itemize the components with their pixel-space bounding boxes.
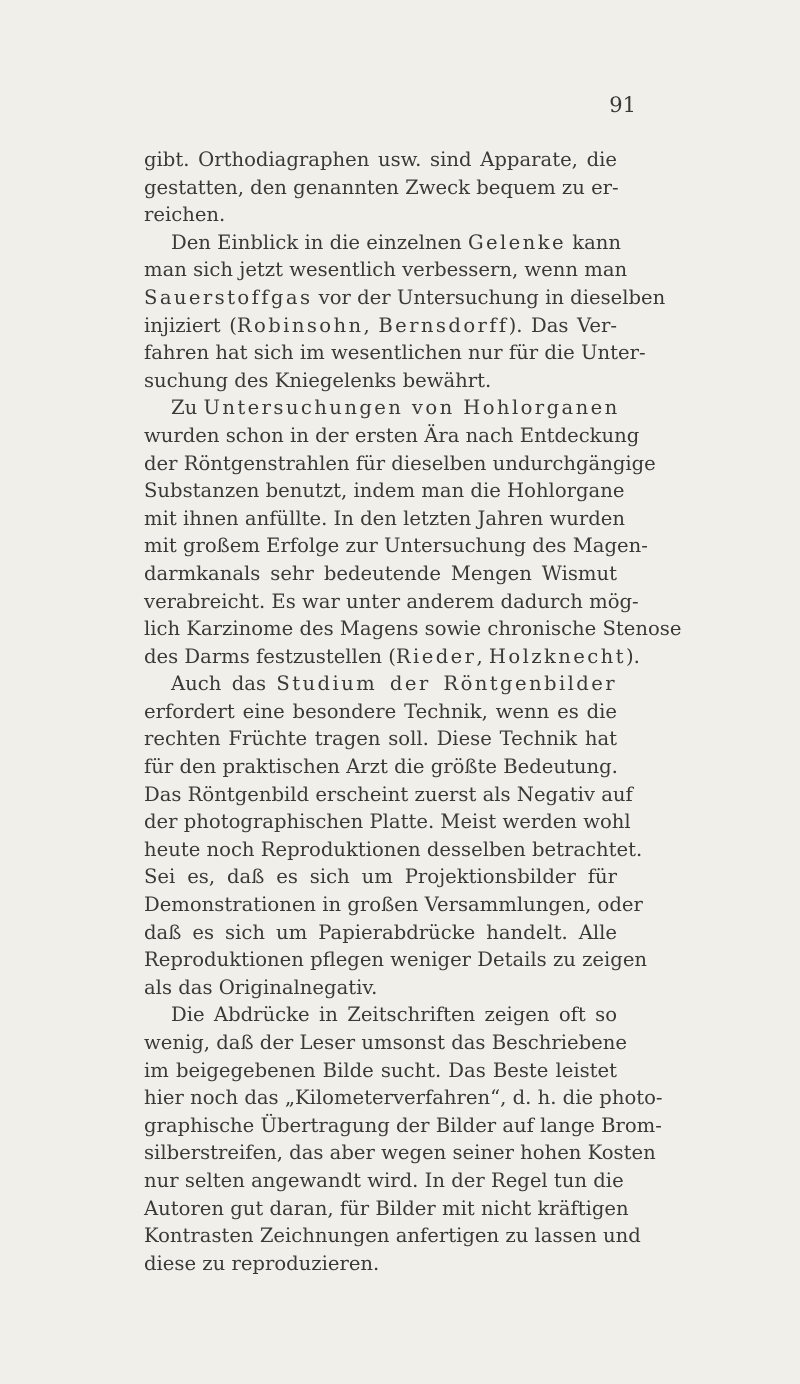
text-run: der Röntgenstrahlen für dieselben undurchgängige	[144, 451, 656, 475]
text-line	[144, 1001, 617, 1029]
text-line	[144, 1250, 617, 1278]
text-line	[144, 201, 617, 229]
body-text	[144, 146, 682, 1277]
text-run: wenig, daß der Leser umsonst das Beschriebene	[144, 1031, 627, 1054]
text-run: silberstreifen, das aber wegen seiner hohen Kosten	[144, 1141, 656, 1165]
text-line	[144, 174, 617, 202]
text-run: reichen.	[144, 203, 226, 227]
text-line	[144, 450, 656, 478]
text-run: injiziert (	[144, 313, 237, 337]
text-line	[144, 1029, 627, 1057]
emphasized-text: Bernsdorff	[378, 313, 509, 337]
text-run: Demonstrationen in großen Versammlungen, oder	[144, 893, 643, 917]
emphasized-text: Holzknecht	[488, 644, 626, 668]
text-line	[144, 781, 633, 809]
text-run: Kontrasten Zeichnungen anfertigen zu lassen und	[144, 1224, 641, 1248]
text-line	[144, 1112, 662, 1140]
text-line	[144, 836, 643, 864]
text-run: Den Einblick in die einzelnen	[171, 230, 468, 254]
text-run: ,	[363, 313, 379, 337]
emphasized-text: Robinsohn	[236, 313, 364, 337]
text-run: für den praktischen Arzt die größte Bedeutung.	[144, 755, 618, 779]
text-line	[144, 698, 617, 726]
text-run: heute noch Reproduktionen desselben betrachtet.	[144, 837, 643, 861]
text-run: ,	[476, 644, 489, 668]
text-run: mit ihnen anfüllte. In den letzten Jahren wurden	[144, 506, 625, 530]
text-run: kann	[565, 230, 621, 254]
text-line	[144, 863, 617, 891]
text-line	[144, 146, 617, 174]
emphasized-text: Gelenke	[467, 230, 566, 254]
text-run: ).	[625, 644, 640, 668]
text-line	[144, 974, 617, 1002]
text-run: fahren hat sich im wesentlichen nur für die Unter-	[144, 341, 646, 365]
text-line	[144, 643, 640, 671]
emphasized-text: Sauerstoffgas	[144, 285, 313, 309]
text-run: darmkanals sehr bedeutende Mengen Wismut	[144, 561, 617, 585]
text-run: verabreicht. Es war unter anderem dadurch mög-	[144, 589, 639, 613]
text-line	[144, 229, 621, 257]
text-line	[144, 505, 625, 533]
text-line	[144, 725, 617, 753]
text-run: mit großem Erfolge zur Untersuchung des Magen-	[144, 534, 648, 558]
text-line	[144, 367, 617, 395]
text-run: Das Röntgenbild erscheint zuerst als Negativ auf	[144, 782, 633, 806]
text-line	[144, 477, 625, 505]
text-run: graphische Übertragung der Bilder auf lange Brom-	[144, 1113, 662, 1137]
emphasized-text: Untersuchungen von Hohlorganen	[203, 396, 620, 420]
text-run: der photographischen Platte. Meist werden wohl	[144, 810, 631, 834]
text-line	[144, 339, 646, 367]
text-run: des Darms festzustellen (	[144, 644, 396, 668]
text-line	[144, 891, 643, 919]
text-run: daß es sich um Papierabdrücke handelt. Alle	[144, 920, 617, 944]
text-line	[144, 394, 620, 422]
text-run: ). Das Ver-	[508, 313, 617, 337]
text-line	[144, 1084, 663, 1112]
text-line	[144, 312, 617, 340]
text-line	[144, 919, 617, 947]
text-run: hier noch das „Kilometerverfahren“, d. h. die photo-	[144, 1086, 663, 1110]
text-run: vor der Untersuchung in dieselben	[312, 285, 666, 309]
text-run: gestatten, den genannten Zweck bequem zu er-	[144, 175, 619, 199]
text-run: rechten Früchte tragen soll. Diese Technik hat	[144, 727, 617, 751]
text-line	[144, 1139, 656, 1167]
text-line	[144, 615, 682, 643]
text-run: lich Karzinome des Magens sowie chronische Stenose	[144, 617, 682, 641]
text-run: als das Originalnegativ.	[144, 975, 378, 999]
text-line	[144, 1195, 629, 1223]
text-run: suchung des Kniegelenks bewährt.	[144, 368, 492, 392]
text-line	[144, 1167, 624, 1195]
text-run: nur selten angewandt wird. In der Regel tun die	[144, 1168, 624, 1192]
text-line	[144, 1222, 641, 1250]
text-run: Zu	[171, 396, 204, 420]
text-line	[144, 753, 617, 781]
text-line	[144, 422, 640, 450]
text-line	[144, 1057, 617, 1085]
text-line	[144, 560, 617, 588]
text-line	[144, 588, 639, 616]
page-number: 91	[609, 93, 636, 117]
text-run: Reproduktionen pflegen weniger Details zu zeigen	[144, 948, 648, 972]
text-run: Auch das	[171, 672, 277, 696]
text-run: wurden schon in der ersten Ära nach Entdeckung	[144, 423, 640, 447]
text-run: im beigegebenen Bilde sucht. Das Beste leistet	[144, 1058, 617, 1082]
text-line	[144, 256, 628, 284]
emphasized-text: Studium der Röntgenbilder	[276, 672, 617, 696]
text-run: gibt. Orthodiagraphen usw. sind Apparate, die	[144, 148, 617, 171]
text-line	[144, 532, 648, 560]
emphasized-text: Rieder	[395, 644, 477, 668]
text-run: Die Abdrücke in Zeitschriften zeigen oft so	[171, 1003, 617, 1027]
text-line	[144, 670, 617, 698]
text-run: erfordert eine besondere Technik, wenn es die	[144, 699, 617, 723]
text-run: diese zu reproduzieren.	[144, 1251, 380, 1275]
text-run: Substanzen benutzt, indem man die Hohlorgane	[144, 479, 625, 503]
text-line	[144, 284, 666, 312]
text-run: Sei es, daß es sich um Projektionsbilder für	[144, 865, 617, 889]
text-line	[144, 808, 631, 836]
text-run: man sich jetzt wesentlich verbessern, wenn man	[144, 258, 628, 282]
text-line	[144, 946, 648, 974]
text-run: Autoren gut daran, für Bilder mit nicht kräftigen	[144, 1196, 629, 1220]
